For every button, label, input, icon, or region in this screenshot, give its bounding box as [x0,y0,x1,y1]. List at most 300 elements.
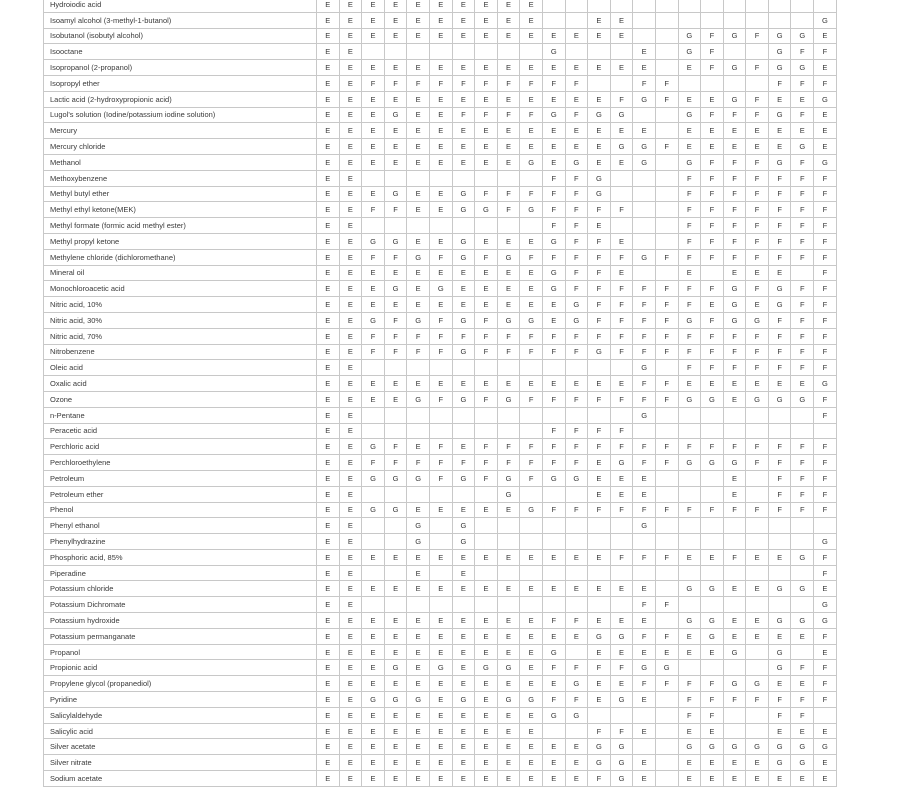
rating-cell: E [633,581,656,597]
rating-cell: G [452,249,475,265]
rating-cell: F [791,75,814,91]
rating-cell: F [542,186,565,202]
rating-cell: E [407,0,430,12]
rating-cell [565,597,588,613]
rating-cell [452,597,475,613]
table-row [44,154,837,170]
rating-cell: F [452,328,475,344]
rating-cell: E [542,581,565,597]
chemical-name-cell: Nitric acid, 30% [44,312,317,328]
rating-cell [475,407,498,423]
rating-cell [655,613,678,629]
rating-cell: F [746,186,769,202]
chemical-name-cell: Potassium permanganate [44,628,317,644]
rating-cell: E [678,755,701,771]
rating-cell: F [588,265,611,281]
rating-cell: G [814,613,837,629]
rating-cell [588,597,611,613]
rating-cell: F [633,455,656,471]
rating-cell: F [588,423,611,439]
rating-cell: E [520,628,543,644]
rating-cell: F [678,281,701,297]
rating-cell: E [452,139,475,155]
rating-cell: F [768,75,791,91]
rating-cell: E [678,628,701,644]
rating-cell: G [588,344,611,360]
rating-cell [384,565,407,581]
rating-cell: E [452,12,475,28]
rating-cell: E [814,644,837,660]
rating-cell [655,44,678,60]
rating-cell: F [723,344,746,360]
rating-cell [362,423,385,439]
rating-cell: F [814,233,837,249]
table-row [44,344,837,360]
rating-cell: F [723,439,746,455]
rating-cell: E [384,60,407,76]
rating-cell [678,407,701,423]
rating-cell: F [814,249,837,265]
rating-cell [723,423,746,439]
rating-cell: F [452,455,475,471]
rating-cell [475,534,498,550]
rating-cell [407,407,430,423]
rating-cell: E [339,344,362,360]
chemical-name-cell: Propylene glycol (propanediol) [44,676,317,692]
rating-cell [610,0,633,12]
rating-cell: E [317,218,340,234]
rating-cell: E [407,265,430,281]
rating-cell: E [497,644,520,660]
rating-cell: E [339,771,362,787]
rating-cell: E [317,344,340,360]
rating-cell: E [588,581,611,597]
rating-cell: F [452,107,475,123]
chemical-name-cell: Propionic acid [44,660,317,676]
rating-cell: F [768,202,791,218]
rating-cell: E [768,265,791,281]
rating-cell [655,771,678,787]
rating-cell: F [814,502,837,518]
rating-cell [678,534,701,550]
rating-cell [475,597,498,613]
rating-cell: E [317,249,340,265]
rating-cell: G [701,628,724,644]
rating-cell: F [610,281,633,297]
rating-cell: E [429,581,452,597]
rating-cell [429,423,452,439]
rating-cell [746,423,769,439]
rating-cell [588,360,611,376]
rating-cell: G [768,660,791,676]
rating-cell [633,12,656,28]
rating-cell: E [339,391,362,407]
rating-cell: F [633,376,656,392]
rating-cell: E [317,644,340,660]
rating-cell: E [362,281,385,297]
rating-cell: E [497,0,520,12]
rating-cell [610,186,633,202]
rating-cell: F [429,75,452,91]
rating-cell: F [475,186,498,202]
rating-cell: E [475,0,498,12]
rating-cell [452,360,475,376]
rating-cell: G [678,739,701,755]
rating-cell: E [407,676,430,692]
rating-cell: F [520,249,543,265]
rating-cell: F [588,723,611,739]
rating-cell: F [542,692,565,708]
rating-cell [746,565,769,581]
rating-cell: E [362,771,385,787]
rating-cell: E [317,297,340,313]
rating-cell: E [633,692,656,708]
rating-cell: E [362,676,385,692]
rating-cell [633,233,656,249]
chemical-name-cell: Salicylaldehyde [44,707,317,723]
rating-cell [475,360,498,376]
rating-cell: E [452,581,475,597]
rating-cell: F [678,707,701,723]
rating-cell: G [768,297,791,313]
rating-cell [542,0,565,12]
rating-cell [520,170,543,186]
rating-cell: E [542,297,565,313]
chemical-name-cell: Isopropanol (2-propanol) [44,60,317,76]
rating-cell: F [475,391,498,407]
rating-cell: E [452,502,475,518]
rating-cell: F [565,249,588,265]
rating-cell: E [520,60,543,76]
rating-cell: E [339,723,362,739]
rating-cell: F [655,502,678,518]
rating-cell: G [384,660,407,676]
rating-cell: F [746,692,769,708]
chemical-name-cell: Methyl formate (formic acid methyl ester) [44,218,317,234]
chemical-name-cell: Phosphoric acid, 85% [44,549,317,565]
rating-cell: F [565,170,588,186]
table-row [44,707,837,723]
rating-cell: E [317,439,340,455]
rating-cell: F [814,549,837,565]
rating-cell [746,707,769,723]
rating-cell [384,597,407,613]
rating-cell: F [610,312,633,328]
rating-cell: F [542,170,565,186]
rating-cell: G [701,739,724,755]
rating-cell: F [678,202,701,218]
rating-cell: F [814,312,837,328]
chemical-name-cell: Sodium acetate [44,771,317,787]
rating-cell: E [339,297,362,313]
rating-cell: F [655,455,678,471]
rating-cell: E [452,60,475,76]
rating-cell [768,534,791,550]
rating-cell: E [317,312,340,328]
rating-cell [520,423,543,439]
rating-cell: F [814,44,837,60]
rating-cell: G [475,660,498,676]
rating-cell [723,597,746,613]
rating-cell: E [339,549,362,565]
rating-cell: E [407,139,430,155]
rating-cell [655,170,678,186]
rating-cell: F [701,676,724,692]
table-row [44,218,837,234]
rating-cell [723,565,746,581]
rating-cell: E [339,439,362,455]
rating-cell: F [565,439,588,455]
rating-cell: G [452,470,475,486]
rating-cell: F [633,597,656,613]
table-row [44,692,837,708]
rating-cell: G [610,755,633,771]
rating-cell: E [746,581,769,597]
rating-cell [362,565,385,581]
rating-cell: G [678,391,701,407]
rating-cell: E [610,12,633,28]
rating-cell: E [452,265,475,281]
rating-cell: F [791,249,814,265]
rating-cell: E [362,12,385,28]
rating-cell: E [791,123,814,139]
rating-cell [497,360,520,376]
rating-cell [497,170,520,186]
rating-cell: F [791,107,814,123]
rating-cell: G [407,534,430,550]
rating-cell: E [339,360,362,376]
rating-cell: G [452,202,475,218]
rating-cell: E [362,660,385,676]
rating-cell: E [452,297,475,313]
rating-cell: G [565,707,588,723]
rating-cell: F [655,439,678,455]
rating-cell: F [362,249,385,265]
rating-cell: E [520,723,543,739]
rating-cell: E [633,771,656,787]
rating-cell: E [746,549,769,565]
rating-cell [746,470,769,486]
rating-cell: F [723,549,746,565]
rating-cell: E [384,581,407,597]
rating-cell: E [588,470,611,486]
rating-cell: E [588,60,611,76]
rating-cell: G [520,154,543,170]
rating-cell: F [723,202,746,218]
rating-cell: E [317,628,340,644]
rating-cell [723,707,746,723]
rating-cell: E [520,265,543,281]
rating-cell: G [542,644,565,660]
rating-cell [384,170,407,186]
rating-cell: E [317,486,340,502]
rating-cell: G [452,186,475,202]
rating-cell: E [520,771,543,787]
rating-cell: E [610,265,633,281]
rating-cell: E [339,265,362,281]
rating-cell: E [452,771,475,787]
rating-cell: E [520,0,543,12]
rating-cell: G [678,28,701,44]
rating-cell: E [429,628,452,644]
rating-cell [746,486,769,502]
rating-cell: E [407,297,430,313]
table-row [44,439,837,455]
rating-cell: E [407,549,430,565]
rating-cell [475,44,498,60]
table-row [44,771,837,787]
chemical-name-cell: Potassium chloride [44,581,317,597]
rating-cell: F [678,328,701,344]
table-row [44,391,837,407]
rating-cell: F [633,328,656,344]
chemical-name-cell: Mineral oil [44,265,317,281]
rating-cell [633,170,656,186]
rating-cell: E [475,91,498,107]
table-row [44,186,837,202]
rating-cell: G [475,202,498,218]
rating-cell: F [565,502,588,518]
rating-cell: G [678,107,701,123]
rating-cell: G [701,613,724,629]
rating-cell: F [520,186,543,202]
rating-cell: E [339,534,362,550]
table-row [44,581,837,597]
chemical-compatibility-table [43,0,837,787]
rating-cell: E [633,755,656,771]
rating-cell: E [746,265,769,281]
rating-cell: E [317,692,340,708]
rating-cell: E [768,628,791,644]
rating-cell: E [429,12,452,28]
rating-cell: F [542,660,565,676]
rating-cell [678,12,701,28]
rating-cell: E [655,644,678,660]
rating-cell: E [610,154,633,170]
rating-cell: F [723,154,746,170]
rating-cell [588,407,611,423]
rating-cell: F [362,328,385,344]
rating-cell: E [384,707,407,723]
rating-cell [520,518,543,534]
rating-cell: F [678,170,701,186]
rating-cell: E [429,376,452,392]
rating-cell: F [746,202,769,218]
rating-cell [542,534,565,550]
chemical-name-cell: Isoamyl alcohol (3-methyl-1-butanol) [44,12,317,28]
rating-cell [655,534,678,550]
rating-cell: E [362,613,385,629]
rating-cell: G [407,312,430,328]
rating-cell: F [746,170,769,186]
rating-cell: F [814,218,837,234]
rating-cell: E [362,186,385,202]
rating-cell: G [768,60,791,76]
rating-cell: F [701,249,724,265]
rating-cell: E [362,139,385,155]
table-row [44,644,837,660]
rating-cell: E [610,613,633,629]
rating-cell: F [768,249,791,265]
rating-cell: E [475,123,498,139]
rating-cell: F [429,470,452,486]
rating-cell: F [565,328,588,344]
rating-cell: E [814,755,837,771]
rating-cell: E [339,28,362,44]
rating-cell [407,423,430,439]
rating-cell [655,123,678,139]
rating-cell: F [791,281,814,297]
rating-cell: F [655,376,678,392]
rating-cell: E [520,755,543,771]
table-row [44,597,837,613]
rating-cell: G [362,470,385,486]
rating-cell: F [655,75,678,91]
rating-cell: G [520,502,543,518]
rating-cell [362,597,385,613]
rating-cell: E [452,660,475,676]
rating-cell: F [723,360,746,376]
rating-cell: E [339,170,362,186]
rating-cell: E [723,581,746,597]
rating-cell: F [678,233,701,249]
rating-cell: E [384,755,407,771]
rating-cell: G [678,44,701,60]
rating-cell [520,218,543,234]
rating-cell: E [407,186,430,202]
rating-cell [497,518,520,534]
rating-cell [768,12,791,28]
rating-cell: E [407,644,430,660]
rating-cell: E [565,28,588,44]
rating-cell [746,597,769,613]
rating-cell [497,44,520,60]
rating-cell: E [384,391,407,407]
rating-cell: E [384,549,407,565]
rating-cell: E [768,139,791,155]
rating-cell: E [452,376,475,392]
rating-cell [814,0,837,12]
rating-cell [723,407,746,423]
rating-cell: E [429,723,452,739]
rating-cell: E [429,60,452,76]
rating-cell: E [791,91,814,107]
rating-cell: E [317,107,340,123]
rating-cell: E [407,154,430,170]
rating-cell: E [429,0,452,12]
rating-cell: F [588,502,611,518]
rating-cell: E [701,123,724,139]
rating-cell: G [791,28,814,44]
table-row [44,281,837,297]
rating-cell [723,0,746,12]
rating-cell: F [678,692,701,708]
chemical-name-cell: Silver acetate [44,739,317,755]
rating-cell: F [746,218,769,234]
rating-cell [384,360,407,376]
rating-cell: E [317,581,340,597]
rating-cell [633,107,656,123]
rating-cell [520,534,543,550]
rating-cell: E [588,455,611,471]
rating-cell: F [701,360,724,376]
rating-cell [588,75,611,91]
rating-cell: F [746,344,769,360]
rating-cell: F [768,186,791,202]
rating-cell: F [723,233,746,249]
rating-cell [542,360,565,376]
rating-cell: E [339,518,362,534]
